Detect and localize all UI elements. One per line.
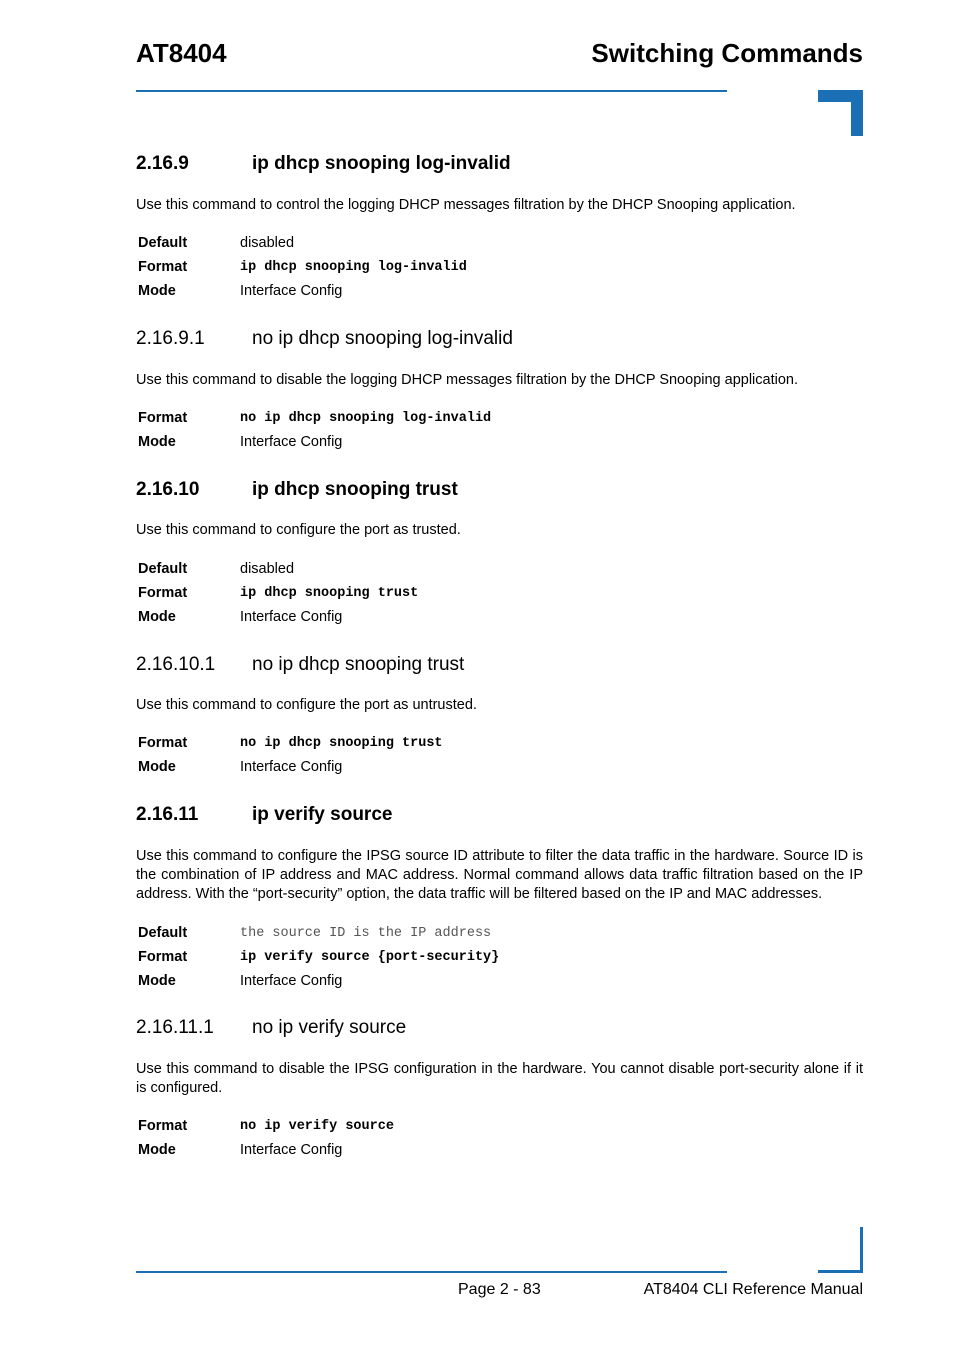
subsection-heading bbox=[136, 1017, 863, 1039]
command-syntax: no ip dhcp snooping log-invalid bbox=[240, 410, 492, 426]
property-list bbox=[138, 231, 467, 303]
document-product-title: AT8404 bbox=[136, 38, 227, 68]
property-row-format bbox=[138, 1114, 394, 1138]
property-row-format bbox=[138, 581, 418, 605]
property-label: Mode bbox=[138, 609, 176, 625]
property-label: Mode bbox=[138, 434, 176, 450]
footer-corner-mark-vertical bbox=[860, 1227, 863, 1273]
property-label: Default bbox=[138, 235, 188, 251]
property-label: Format bbox=[138, 259, 188, 275]
subsection-heading bbox=[136, 654, 863, 676]
property-value: the source ID is the IP address bbox=[240, 925, 492, 941]
property-value: Interface Config bbox=[240, 609, 343, 625]
property-list bbox=[138, 731, 443, 779]
command-syntax: ip dhcp snooping trust bbox=[240, 585, 419, 601]
section-description: Use this command to configure the IPSG source ID attribute to filter the data traffic in the hardware. Source ID is the combination of IP address and MAC address. Normal command allows data traffic filtration based on the IP address. With the “port-security” option, the data traffic will be filtered based on the IP and MAC addresses. bbox=[136, 848, 863, 902]
property-label: Mode bbox=[138, 283, 176, 299]
property-value: Interface Config bbox=[240, 283, 343, 299]
footer-corner-mark bbox=[818, 1270, 863, 1273]
property-label: Mode bbox=[138, 973, 176, 989]
property-label: Mode bbox=[138, 759, 176, 775]
property-row-format bbox=[138, 406, 491, 430]
property-row-default bbox=[138, 557, 418, 581]
header-rule bbox=[136, 90, 727, 92]
command-syntax: no ip verify source bbox=[240, 1118, 394, 1134]
section-number: 2.16.10.1 bbox=[136, 654, 216, 675]
section-number: 2.16.11 bbox=[136, 804, 199, 825]
property-list bbox=[138, 557, 418, 629]
chapter-title: Switching Commands bbox=[591, 38, 863, 68]
section-description: Use this command to configure the port as trusted. bbox=[136, 522, 461, 538]
property-row-default bbox=[138, 231, 467, 255]
section-title: no ip verify source bbox=[252, 1017, 407, 1038]
property-row-mode bbox=[138, 969, 499, 993]
property-value: Interface Config bbox=[240, 434, 343, 450]
footer-rule bbox=[136, 1271, 727, 1273]
property-list bbox=[138, 406, 491, 454]
property-value: Interface Config bbox=[240, 973, 343, 989]
property-label: Default bbox=[138, 925, 188, 941]
section-description: Use this command to control the logging DHCP messages filtration by the DHCP Snooping application. bbox=[136, 197, 796, 213]
property-value: disabled bbox=[240, 235, 295, 251]
section-number: 2.16.9.1 bbox=[136, 328, 205, 349]
section-title: ip dhcp snooping log-invalid bbox=[252, 153, 511, 174]
command-syntax: ip dhcp snooping log-invalid bbox=[240, 259, 467, 275]
property-label: Format bbox=[138, 949, 188, 965]
section-heading bbox=[136, 153, 863, 175]
section-ip-dhcp-snooping-log-invalid bbox=[136, 153, 863, 175]
command-syntax: ip verify source {port-security} bbox=[240, 949, 500, 965]
property-label: Mode bbox=[138, 1142, 176, 1158]
property-label: Format bbox=[138, 1118, 188, 1134]
property-label: Format bbox=[138, 410, 188, 426]
property-row-mode bbox=[138, 1138, 394, 1162]
header-corner-mark-vertical bbox=[851, 90, 863, 136]
property-row-default bbox=[138, 921, 499, 945]
property-label: Format bbox=[138, 585, 188, 601]
section-number: 2.16.9 bbox=[136, 153, 189, 174]
section-description: Use this command to disable the IPSG configuration in the hardware. You cannot disable port-security alone if it is configured. bbox=[136, 1061, 863, 1096]
section-description: Use this command to configure the port as untrusted. bbox=[136, 697, 477, 713]
property-row-format bbox=[138, 255, 467, 279]
section-number: 2.16.11.1 bbox=[136, 1017, 214, 1038]
section-heading bbox=[136, 479, 863, 501]
property-row-mode bbox=[138, 605, 418, 629]
property-row-format bbox=[138, 731, 443, 755]
section-number: 2.16.10 bbox=[136, 479, 200, 500]
command-syntax: no ip dhcp snooping trust bbox=[240, 735, 443, 751]
property-row-mode bbox=[138, 430, 491, 454]
page-number: Page 2 - 83 bbox=[458, 1281, 541, 1298]
section-no-ip-verify-source bbox=[136, 1017, 863, 1039]
section-ip-dhcp-snooping-trust bbox=[136, 479, 863, 501]
subsection-heading bbox=[136, 328, 863, 350]
property-list bbox=[138, 921, 499, 993]
property-value: disabled bbox=[240, 561, 295, 577]
section-description: Use this command to disable the logging DHCP messages filtration by the DHCP Snooping application. bbox=[136, 372, 798, 388]
section-title: ip dhcp snooping trust bbox=[252, 479, 458, 500]
property-label: Format bbox=[138, 735, 188, 751]
section-title: ip verify source bbox=[252, 804, 393, 825]
section-heading bbox=[136, 804, 863, 826]
property-value: Interface Config bbox=[240, 1142, 343, 1158]
property-row-mode bbox=[138, 279, 467, 303]
section-ip-verify-source bbox=[136, 804, 863, 826]
section-title: no ip dhcp snooping trust bbox=[252, 654, 465, 675]
section-no-ip-dhcp-snooping-trust bbox=[136, 654, 863, 676]
property-value: Interface Config bbox=[240, 759, 343, 775]
section-no-ip-dhcp-snooping-log-invalid bbox=[136, 328, 863, 350]
property-label: Default bbox=[138, 561, 188, 577]
manual-title: AT8404 CLI Reference Manual bbox=[643, 1281, 863, 1298]
section-title: no ip dhcp snooping log-invalid bbox=[252, 328, 513, 349]
property-row-format bbox=[138, 945, 499, 969]
property-list bbox=[138, 1114, 394, 1162]
property-row-mode bbox=[138, 755, 443, 779]
